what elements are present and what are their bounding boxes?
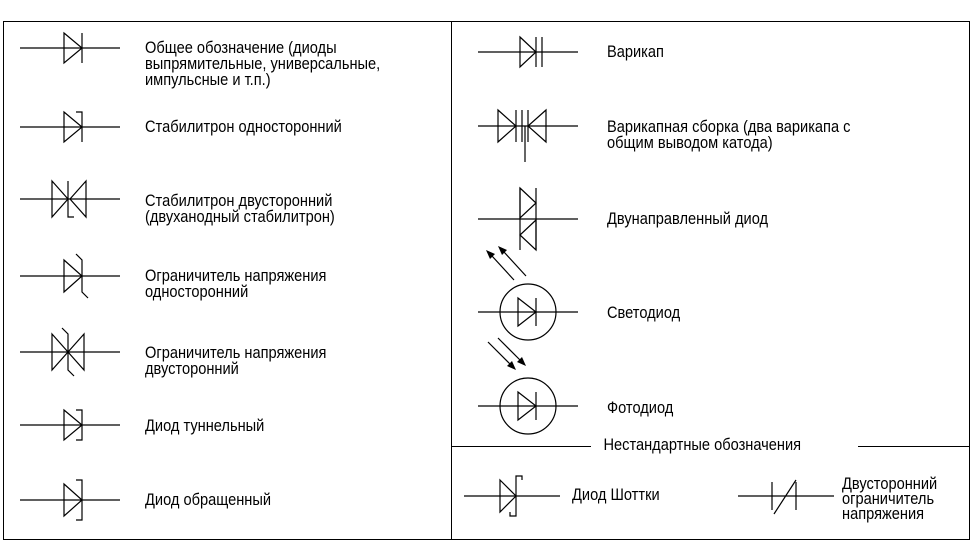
photodiode-icon: [478, 338, 588, 438]
tvs-single-icon: [20, 252, 130, 298]
bidirectional-limiter-icon: [738, 474, 838, 518]
bidirectional-limiter-label: Двусторонний ограничитель напряжения: [842, 474, 938, 523]
photodiode-label: Фотодиод: [607, 398, 674, 417]
varicap-array-icon: [478, 106, 588, 162]
general-diode-label: Общее обозначение (диоды выпрямительные, универсальные, импульсные и т.п.): [145, 38, 381, 89]
led-icon: [478, 250, 588, 346]
backward-diode-icon: [20, 478, 130, 522]
tvs-double-icon: [20, 328, 130, 376]
varicap-array-label: Варикапная сборка (два варикапа с общим выводом катода): [607, 117, 851, 152]
zener-double-icon: [20, 177, 130, 221]
nonstandard-header: Нестандартные обозначения: [600, 436, 805, 454]
varicap-icon: [478, 34, 588, 70]
zener-double-label: Стабилитрон двусторонний (двуханодный стабилитрон): [145, 191, 335, 226]
backward-diode-label: Диод обращенный: [145, 490, 272, 509]
zener-single-icon: [20, 109, 130, 145]
bidirectional-diode-label: Двунаправленный диод: [607, 209, 769, 228]
bidirectional-diode-icon: [478, 186, 588, 252]
tunnel-diode-label: Диод туннельный: [145, 416, 265, 435]
schottky-diode-icon: [464, 474, 564, 518]
column-divider: [451, 21, 452, 540]
tvs-double-label: Ограничитель напряжения двусторонний: [145, 343, 327, 378]
nonstandard-divider-right: [858, 446, 970, 447]
general-diode-icon: [20, 30, 130, 66]
tunnel-diode-icon: [20, 407, 130, 443]
led-label: Светодиод: [607, 303, 681, 322]
varicap-label: Варикап: [607, 42, 664, 61]
tvs-single-label: Ограничитель напряжения односторонний: [145, 266, 327, 301]
schottky-label: Диод Шоттки: [572, 485, 660, 504]
zener-single-label: Стабилитрон односторонний: [145, 117, 342, 136]
nonstandard-divider-left: [451, 446, 591, 447]
